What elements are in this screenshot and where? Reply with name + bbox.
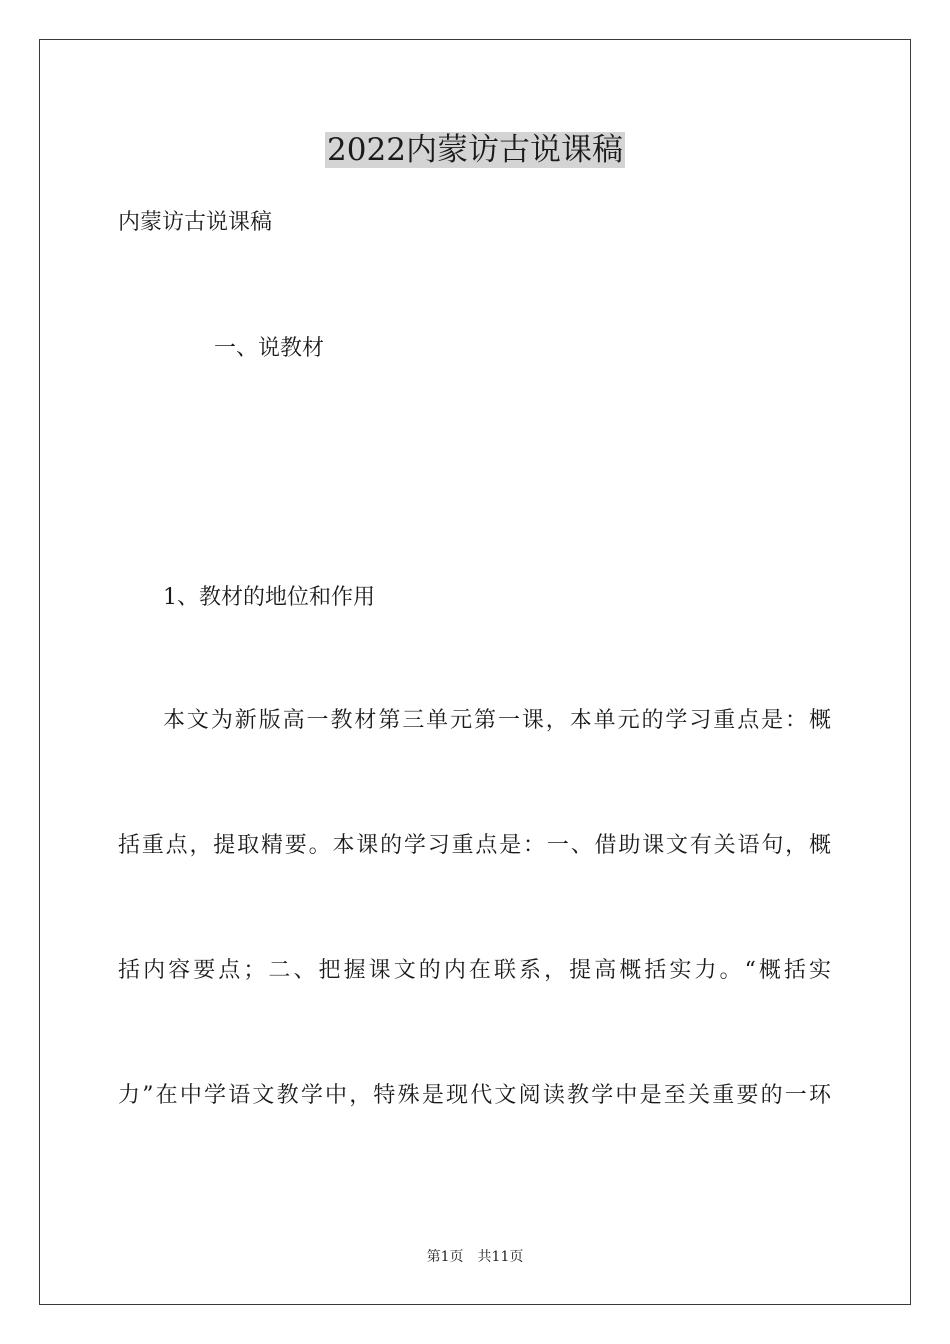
section-heading: 一、说教材 [214,336,325,361]
page-footer [0,1248,950,1266]
paragraph-line: 括重点，提取精要。本课的学习重点是：一、借助课文有关语句，概 [118,833,832,858]
paragraph-line: 力”在中学语文教学中，特殊是现代文阅读教学中是至关重要的一环 [118,1083,832,1108]
paragraph-line: 括内容要点；二、把握课文的内在联系，提高概括实力。“概括实 [118,958,832,983]
document-title-text: 2022内蒙访古说课稿 [327,132,623,168]
subsection-heading: 1、教材的地位和作用 [163,585,375,610]
page-number: 第1页 [426,1249,464,1265]
paragraph-line: 本文为新版高一教材第三单元第一课，本单元的学习重点是：概 [163,708,832,733]
page-total: 共11页 [477,1249,524,1265]
document-subtitle: 内蒙访古说课稿 [118,210,273,235]
document-title [0,128,950,172]
